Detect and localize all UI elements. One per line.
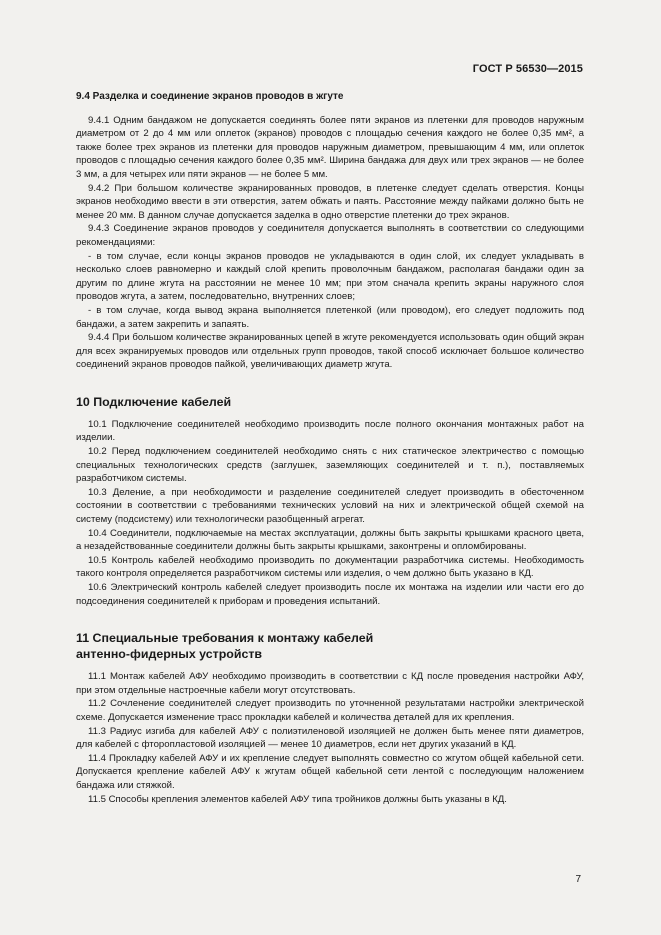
paragraph-11-5: 11.5 Способы крепления элементов кабелей АФУ типа тройников должны быть указаны в КД. (88, 793, 507, 805)
list-item-9-4-3-a: - в том случае, если концы экранов проводов не укладываются в один слой, их следует укладывать в несколько слоев равномерно и каждый слой крепить проволочным бандажом, располагая бандажи один за другим по длине жгута на расстоянии не менее 10 мм; при этом сначала крепить экраны наружного слоя проводов жгута, а затем, последовательно, внутренних слоев; (76, 250, 584, 303)
section-title-10: 10 Подключение кабелей (76, 394, 232, 409)
page-number: 7 (575, 874, 581, 885)
paragraph-11-1: 11.1 Монтаж кабелей АФУ необходимо производить в соответствии с КД после проведения настройки АФУ, при этом отдельные настроечные кабели могут отсутствовать. (76, 671, 584, 696)
paragraph-10-1: 10.1 Подключение соединителей необходимо производить после полного окончания монтажных работ на изделии. (76, 418, 584, 444)
paragraph-9-4-2: 9.4.2 При большом количестве экранированных проводов, в плетенке следует сделать отверстия. Концы экранов необходимо ввести в эти отверстия, затем обжать и паять. Расстояние между пайками должно быть не менее 20 мм. В данном случае допускается заделка в одно отверстие плетенки до трех экранов. (76, 182, 584, 221)
section-title-11-line1: 11 Специальные требования к монтажу кабелей (76, 631, 374, 646)
list-item-9-4-3-b: - в том случае, когда вывод экрана выполняется плетенкой (или проводом), его следует подложить под бандажи, а затем закрепить и запаять. (76, 304, 584, 330)
section-title-11 (76, 630, 584, 662)
paragraph-9-4-3: 9.4.3 Соединение экранов проводов у соединителя допускается выполнять в соответствии со следующими рекомендациями: (76, 223, 584, 248)
subsection-title-9-4: 9.4 Разделка и соединение экранов проводов в жгуте (76, 91, 344, 102)
paragraph-10-3: 10.3 Деление, а при необходимости и разделение соединителей следует производить в обесточенном состоянии в соответствии с требованиями технических условий на них и электрической общей схемой на систему (подсистему) или технологически разобщенный агрегат. (76, 486, 584, 526)
paragraph-9-4-4: 9.4.4 При большом количестве экранированных цепей в жгуте рекомендуется использовать один общий экран для всех экранируемых проводов или отдельных групп проводов, такой способ исключает большое количество соединений экранов проводов пайкой, увеличивающих диаметр жгута. (76, 332, 584, 371)
paragraph-10-5: 10.5 Контроль кабелей необходимо производить по документации разработчика системы. Необходимость такого контроля определяется разработчиком системы или изделия, о чем должно быть указано в КД. (76, 554, 584, 580)
paragraph-11-2: 11.2 Сочленение соединителей следует производить по уточненной результатами настройки электрической схеме. Допускается изменение трасс прокладки кабелей и количества деталей для их крепления. (76, 698, 584, 723)
section-title-11-line2: антенно-фидерных устройств (76, 647, 263, 662)
page-content (76, 90, 584, 806)
paragraph-10-6: 10.6 Электрический контроль кабелей следует производить после их монтажа на изделии или части его до подсоединения соединителей к приборам и проведения испытаний. (76, 582, 584, 607)
paragraph-11-4: 11.4 Прокладку кабелей АФУ и их крепление следует выполнять совместно со жгутом общей кабельной сети. Допускается крепление кабелей АФУ к жгутам общей кабельной сети лентой с последующим наложением бандажа или стяжкой. (76, 752, 584, 791)
paragraph-9-4-1: 9.4.1 Одним бандажом не допускается соединять более пяти экранов из плетенки для проводов наружным диаметром от 2 до 4 мм или оплеток (экранов) проводов с площадью сечения каждого не более 0,35 мм², а также более трех экранов из плетенки для проводов наружным диаметром, превышающим 4 мм, или оплеток проводов с площадью сечения каждого более 0,35 мм². Ширина бандажа для двух или трех экранов — не более 3 мм, а для четырех или пяти экранов — не более 5 мм. (76, 114, 584, 180)
standard-number: ГОСТ Р 56530—2015 (472, 63, 583, 75)
paragraph-10-4: 10.4 Соединители, подключаемые на местах эксплуатации, должны быть закрыты крышками красного цвета, а незадействованные соединители должны быть закрыты крышками, законтрены и опломбированы. (76, 527, 584, 553)
paragraph-10-2: 10.2 Перед подключением соединителей необходимо снять с них статическое электричество с помощью специальных технологических средств (заглушек, заземляющих соединителей и т. п.), поставляемых разработчиком системы. (76, 446, 584, 485)
paragraph-11-3: 11.3 Радиус изгиба для кабелей АФУ с полиэтиленовой изоляцией не должен быть менее пяти диаметров, для кабелей с фторопластовой изоляцией — менее 10 диаметров, если нет других указаний в КД. (76, 725, 584, 751)
